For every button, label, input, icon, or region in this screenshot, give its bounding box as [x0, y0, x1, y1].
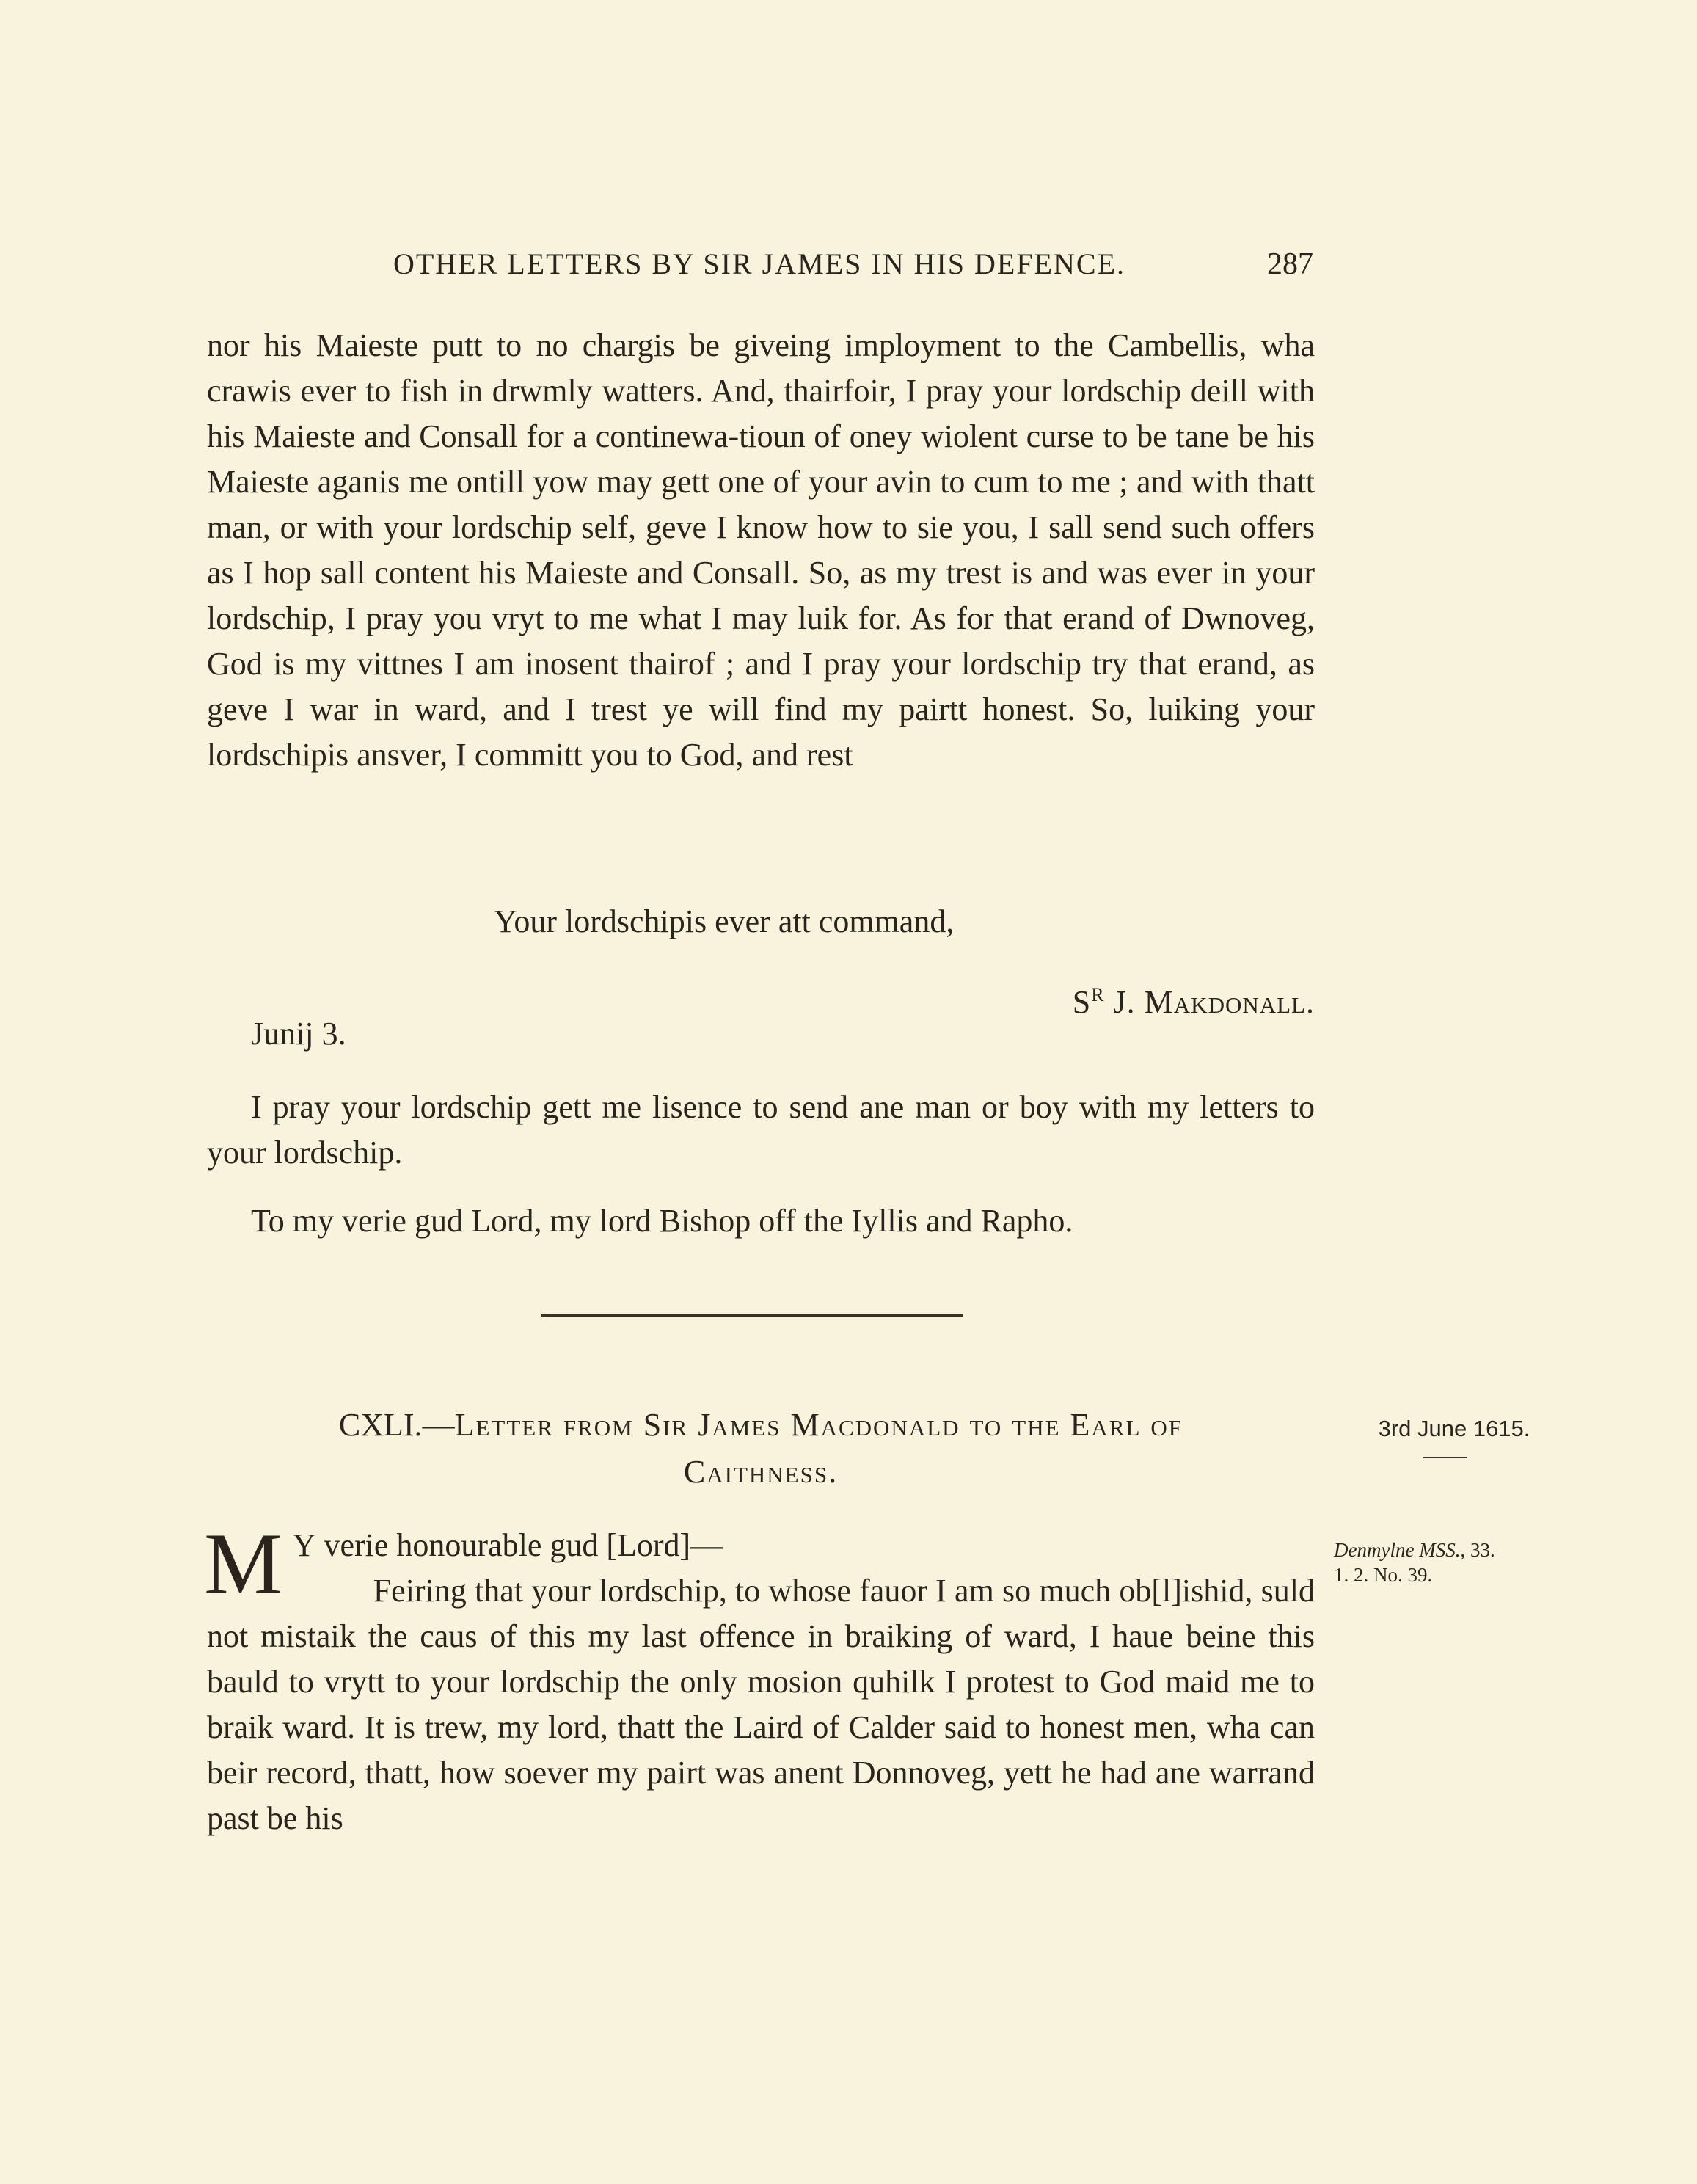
letter-postscript	[207, 1085, 1315, 1176]
continued-letter-body	[207, 323, 1315, 778]
section-heading	[207, 1402, 1315, 1496]
margin-source-line1	[1334, 1537, 1554, 1562]
section-number: CXLI.—	[338, 1407, 455, 1443]
running-head	[205, 242, 1313, 286]
signature-superscript: R	[1091, 984, 1105, 1005]
page-number: 287	[1267, 247, 1313, 281]
letter-date: Junij 3.	[251, 1016, 346, 1052]
margin-source-ref1: , 33.	[1460, 1539, 1495, 1561]
postscript-text: I pray your lordschip gett me lisence to send ane man or boy with my letters to your lordschip.	[207, 1089, 1315, 1171]
new-letter-paragraph: Feiring that your lordschip, to whose fauor I am so much ob[l]ishid, suld not mistaik the caus of this my last offence in braiking of ward, I haue beine this bauld to vrytt to your lordschip the only mosion quhilk I protest to God maid me to braik ward. It is trew, my lord, thatt the Laird of Calder said to honest men, wha can beir record, thatt, how soever my pairt was anent Donnoveg, yett he had ane warrand past be his	[207, 1573, 1315, 1836]
new-letter-body	[204, 1515, 1315, 1841]
margin-date: 3rd June 1615.	[1378, 1416, 1530, 1441]
margin-source-ref2: 1. 2. No. 39.	[1334, 1564, 1433, 1586]
signature-name: J. Makdonall.	[1104, 984, 1315, 1020]
salutation-text: verie honourable gud [Lord]—	[315, 1527, 723, 1563]
margin-source-title: Denmylne MSS.	[1334, 1539, 1461, 1561]
section-title-line1: Letter from Sir James Macdonald to the Earl of	[454, 1407, 1183, 1443]
section-title-line2: Caithness.	[683, 1454, 839, 1490]
section-heading-line1	[207, 1402, 1315, 1449]
salutation-rest: Y	[292, 1527, 316, 1563]
letter-signature	[1073, 972, 1315, 1025]
letter-closing: Your lordschipis ever att command,	[494, 903, 955, 939]
section-divider	[541, 1314, 963, 1317]
margin-source	[1334, 1537, 1554, 1587]
signature-prefix: S	[1072, 984, 1092, 1020]
drop-cap: M	[204, 1515, 282, 1612]
running-head-title: OTHER LETTERS BY SIR JAMES IN HIS DEFENCE.	[393, 247, 1126, 280]
margin-date-rule	[1423, 1457, 1467, 1458]
continued-letter-paragraph: nor his Maieste putt to no chargis be giveing imployment to the Cambellis, wha crawis ever to fish in drwmly watters. And, thairfoir, I pray your lordschip deill with his Maieste and Consall for a continewa-tioun of oney wiolent curse to be tane be his Maieste aganis me ontill yow may gett one of your avin to cum to me ; and with thatt man, or with your lordschip self, geve I know how to sie you, I sall send such offers as I hop sall content his Maieste and Consall. So, as my trest is and was ever in your lordschip, I pray you vryt to me what I may luik for. As for that erand of Dwnoveg, God is my vittnes I am inosent thairof ; and I pray your lordschip try that erand, as geve I war in ward, and I trest ye will find my pairtt honest. So, luiking your lordschipis ansver, I committ you to God, and rest	[207, 327, 1315, 773]
salutation-line	[207, 1523, 1315, 1568]
letter-address: To my verie gud Lord, my lord Bishop off the Iyllis and Rapho.	[251, 1203, 1073, 1239]
